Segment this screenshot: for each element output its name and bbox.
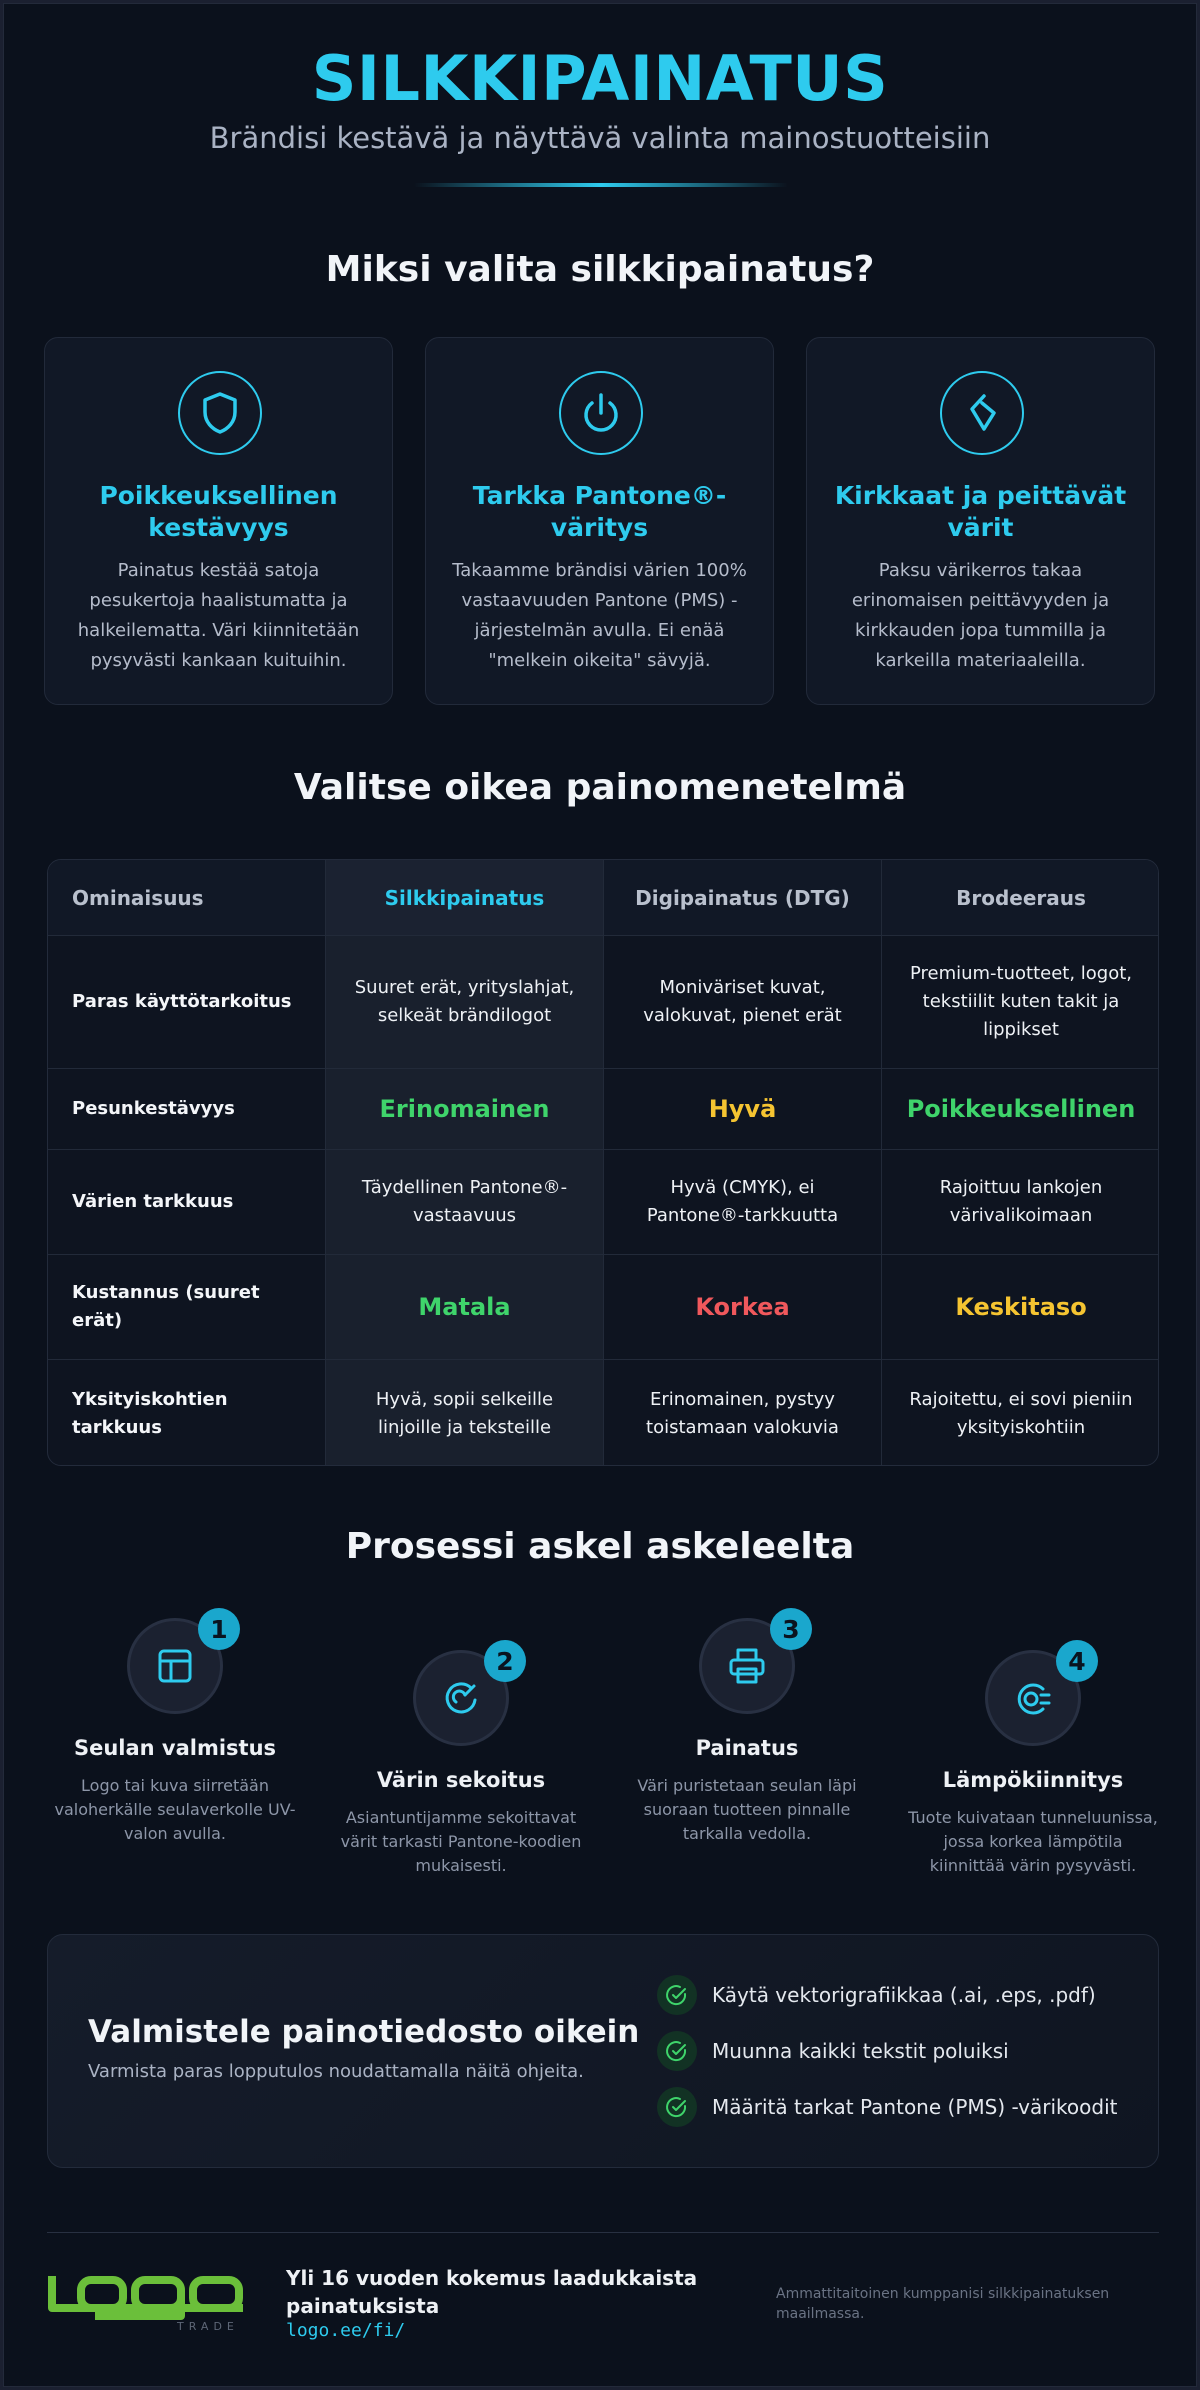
checklist-text: Määritä tarkat Pantone (PMS) -värikoodit: [712, 2095, 1118, 2119]
power-icon: [559, 371, 643, 455]
feature-card-title: Tarkka Pantone®-väritys: [472, 481, 727, 542]
check-circle-icon: [657, 1975, 697, 2015]
checklist-item: [657, 2031, 1009, 2071]
check-circle-icon: [657, 2031, 697, 2071]
table-row-label: Yksityiskohtien tarkkuus: [48, 1360, 326, 1466]
logotrade-logo: [47, 2272, 262, 2336]
table-header-embroidery: Brodeeraus: [882, 860, 1159, 936]
step-title: Värin sekoitus: [376, 1768, 546, 1792]
step-title: Lämpökiinnitys: [942, 1768, 1124, 1792]
checklist-text: Käytä vektorigrafiikkaa (.ai, .eps, .pdf): [712, 1983, 1096, 2007]
prep-title: Valmistele painotiedosto oikein: [88, 2014, 640, 2050]
step-title: Painatus: [695, 1736, 799, 1760]
table-row-label: Paras käyttötarkoitus: [48, 936, 326, 1069]
logo-trade-text: TRADE: [177, 2320, 239, 2332]
table-header-dtg: Digipainatus (DTG): [604, 860, 882, 936]
page-title: SILKKIPAINATUS: [311, 42, 889, 115]
step-number-badge: 2: [484, 1640, 526, 1682]
step-number-badge: 1: [198, 1608, 240, 1650]
prep-subtitle: Varmista paras lopputulos noudattamalla näitä ohjeita.: [88, 2061, 584, 2082]
rating-cell: Keskitaso: [882, 1255, 1159, 1360]
table-cell: Erinomainen, pystyy toistamaan valokuvia: [604, 1360, 882, 1466]
table-row-label: Pesunkestävyys: [48, 1069, 326, 1150]
feature-card-pantone: [425, 337, 774, 705]
step-title: Seulan valmistus: [73, 1736, 277, 1760]
step-number-badge: 4: [1056, 1640, 1098, 1682]
why-section-title: Miksi valita silkkipainatus?: [325, 249, 875, 290]
step-text: Asiantuntijamme sekoittavat värit tarkasti Pantone-koodien mukaisesti.: [340, 1808, 582, 1875]
table-cell: Hyvä, sopii selkeille linjoille ja teksteille: [326, 1360, 604, 1466]
step-text: Tuote kuivataan tunneluunissa, jossa korkea lämpötila kiinnittää värin pysyvästi.: [908, 1808, 1158, 1875]
shield-icon: [178, 371, 262, 455]
comparison-section-title: Valitse oikea painomenetelmä: [293, 767, 907, 808]
checklist-text: Muunna kaikki tekstit poluiksi: [712, 2039, 1009, 2063]
table-cell: Hyvä (CMYK), ei Pantone®-tarkkuutta: [604, 1150, 882, 1255]
feature-card-title: Kirkkaat ja peittävät värit: [834, 481, 1127, 542]
table-cell: Täydellinen Pantone®-vastaavuus: [326, 1150, 604, 1255]
rating-cell: Matala: [326, 1255, 604, 1360]
feature-card-text: Paksu värikerros takaa erinomaisen peittävyyden ja kirkkauden jopa tummilla ja karkeilla materiaaleilla.: [851, 560, 1110, 671]
feature-card-text: Takaamme brändisi värien 100% vastaavuuden Pantone (PMS) -järjestelmän avulla. Ei enää "melkein oikeita" sävyjä.: [452, 560, 747, 671]
footer-divider: [47, 2232, 1159, 2233]
footer-note: Ammattitaitoinen kumppanisi silkkipainatuksen maailmassa.: [776, 2286, 1110, 2322]
table-header-feature: Ominaisuus: [48, 860, 326, 936]
rating-cell: Korkea: [604, 1255, 882, 1360]
diamond-icon: [940, 371, 1024, 455]
comparison-table: [47, 859, 1159, 1466]
feature-card-text: Painatus kestää satoja pesukertoja haalistumatta ja halkeilematta. Väri kiinnitetään pysyvästi kankaan kuituihin.: [77, 560, 360, 671]
table-cell: Rajoittuu lankojen värivalikoimaan: [882, 1150, 1159, 1255]
step-text: Logo tai kuva siirretään valoherkälle seulaverkolle UV-valon avulla.: [54, 1776, 296, 1843]
table-cell: Premium-tuotteet, logot, tekstiilit kuten takit ja lippikset: [882, 936, 1159, 1069]
rating-cell: Poikkeuksellinen: [882, 1069, 1159, 1150]
footer-tagline: Yli 16 vuoden kokemus laadukkaista painatuksista: [286, 2266, 698, 2318]
table-cell: Suuret erät, yrityslahjat, selkeät brändilogot: [326, 936, 604, 1069]
step-number-badge: 3: [770, 1608, 812, 1650]
check-circle-icon: [657, 2087, 697, 2127]
table-header-screen-printing: Silkkipainatus: [326, 860, 604, 936]
feature-card-colors: [806, 337, 1155, 705]
page: [3, 3, 1197, 2387]
file-prep-box: [47, 1934, 1159, 2168]
table-row-label: Kustannus (suuret erät): [48, 1255, 326, 1360]
step-text: Väri puristetaan seulan läpi suoraan tuotteen pinnalle tarkalla vedolla.: [637, 1776, 857, 1843]
rating-cell: Hyvä: [604, 1069, 882, 1150]
process-section-title: Prosessi askel askeleelta: [345, 1526, 855, 1567]
table-row-label: Värien tarkkuus: [48, 1150, 326, 1255]
page-subtitle: Brändisi kestävä ja näyttävä valinta mainostuotteisiin: [209, 121, 991, 155]
table-cell: Moniväriset kuvat, valokuvat, pienet erät: [604, 936, 882, 1069]
rating-cell: Erinomainen: [326, 1069, 604, 1150]
checklist-item: [657, 1975, 1096, 2015]
checklist-item: [657, 2087, 1117, 2127]
feature-card-durability: [44, 337, 393, 705]
table-cell: Rajoitettu, ei sovi pieniin yksityiskohtiin: [909, 1388, 1133, 1438]
header-divider: [414, 183, 788, 187]
footer-website-link[interactable]: logo.ee/fi/: [286, 2320, 406, 2341]
feature-card-title: Poikkeuksellinen kestävyys: [99, 481, 338, 542]
